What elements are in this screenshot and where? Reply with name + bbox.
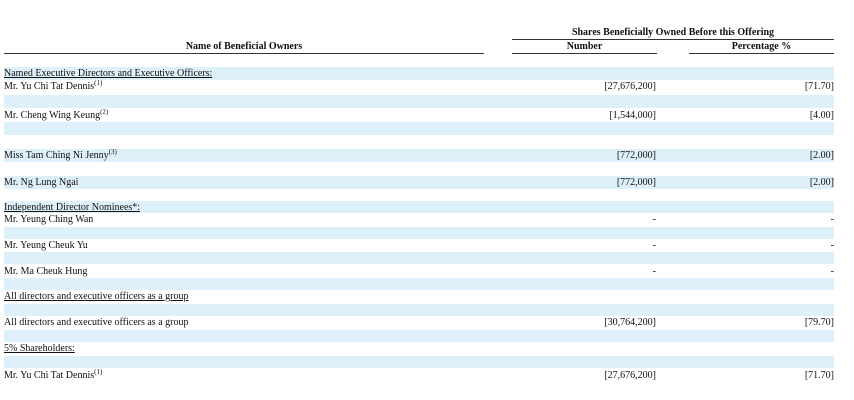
- footnote-marker: (3): [108, 148, 117, 156]
- header-number-rule: [512, 53, 657, 54]
- table-row: [4, 176, 834, 189]
- header-name-column: Name of Beneficial Owners: [185, 41, 303, 52]
- section-row-five-percent-shareholders: [4, 342, 834, 355]
- owner-name: Mr. Yeung Cheuk Yu: [4, 240, 88, 251]
- shares-number: [1,544,000]: [609, 110, 656, 121]
- shares-percentage: [71.70]: [804, 81, 834, 92]
- footnote-marker: (1): [94, 368, 103, 376]
- owner-name: Mr. Yu Chi Tat Dennis: [4, 81, 95, 92]
- header-group-title: Shares Beneficially Owned Before this Offering: [571, 27, 775, 38]
- shares-percentage: [79.70]: [804, 317, 834, 328]
- owner-name-cell: [4, 149, 117, 162]
- header-percentage-rule: [689, 53, 834, 54]
- owner-name-cell: [4, 80, 102, 93]
- shares-number: [772,000]: [616, 177, 656, 188]
- owner-name-cell: [4, 109, 108, 122]
- owner-name: Mr. Yu Chi Tat Dennis: [4, 370, 95, 381]
- shares-number: [772,000]: [616, 150, 656, 161]
- shares-percentage: [71.70]: [804, 370, 834, 381]
- header-number-column: Number: [566, 41, 603, 52]
- owner-name: All directors and executive officers as a group: [4, 317, 189, 328]
- shares-percentage: [2.00]: [809, 177, 834, 188]
- shares-number: -: [652, 266, 656, 277]
- header-percentage-column: Percentage %: [731, 41, 792, 52]
- header-name-rule: [4, 53, 484, 54]
- shares-number: [30,764,200]: [604, 317, 656, 328]
- table-row: [4, 213, 834, 226]
- section-row-executive-directors: [4, 67, 834, 80]
- owner-name: Mr. Yeung Ching Wan: [4, 214, 94, 225]
- row-band: [4, 95, 834, 108]
- owner-name: Mr. Cheng Wing Keung: [4, 110, 101, 121]
- owner-name: Mr. Ng Lung Ngai: [4, 177, 79, 188]
- shares-percentage: -: [830, 214, 834, 225]
- table-row: [4, 369, 834, 382]
- table-row: [4, 149, 834, 162]
- owner-name: Miss Tam Ching Ni Jenny: [4, 150, 109, 161]
- table-row: [4, 239, 834, 252]
- row-band: [4, 122, 834, 135]
- section-label: Named Executive Directors and Executive Officers:: [4, 68, 213, 79]
- row-band: [4, 304, 834, 316]
- shares-percentage: [4.00]: [809, 110, 834, 121]
- section-row-all-directors: [4, 290, 834, 303]
- table-row: [4, 265, 834, 278]
- row-band: [4, 278, 834, 290]
- shares-number: [27,676,200]: [604, 370, 656, 381]
- section-label: Independent Director Nominees*:: [4, 202, 141, 213]
- shares-number: -: [652, 214, 656, 225]
- owner-name-cell: [4, 369, 102, 382]
- table-row: [4, 80, 834, 93]
- shares-percentage: -: [830, 266, 834, 277]
- row-band: [4, 252, 834, 264]
- shares-number: [27,676,200]: [604, 81, 656, 92]
- row-band: [4, 356, 834, 368]
- table-row: [4, 316, 834, 329]
- footnote-marker: (1): [94, 79, 103, 87]
- footnote-marker: (2): [100, 108, 109, 116]
- shares-percentage: -: [830, 240, 834, 251]
- section-label: 5% Shareholders:: [4, 343, 75, 354]
- row-band: [4, 330, 834, 342]
- header-group-rule: [512, 39, 834, 40]
- shares-percentage: [2.00]: [809, 150, 834, 161]
- owner-name: Mr. Ma Cheuk Hung: [4, 266, 88, 277]
- row-band: [4, 227, 834, 239]
- section-label: All directors and executive officers as a group: [4, 291, 189, 302]
- table-row: [4, 109, 834, 122]
- shares-number: -: [652, 240, 656, 251]
